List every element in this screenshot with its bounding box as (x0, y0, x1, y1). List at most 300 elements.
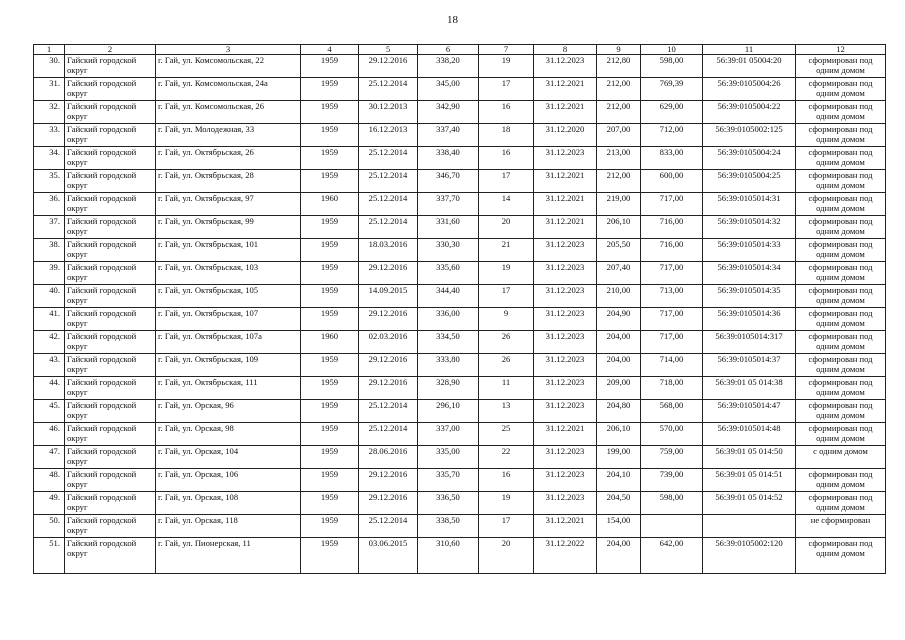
cell-deadline: 31.12.2021 (534, 423, 597, 446)
cell-deadline: 31.12.2023 (534, 400, 597, 423)
cell-land-status: сформирован под одним домом (796, 124, 886, 147)
cell-land-area: 568,00 (641, 400, 703, 423)
column-header-municipality: 2 (65, 45, 156, 55)
cell-land-area: 642,00 (641, 538, 703, 574)
cell-row-number: 46. (34, 423, 65, 446)
cell-cadastral-number: 56:39:0105014:31 (703, 193, 796, 216)
cell-address: г. Гай, ул. Октябрьская, 107 (156, 308, 301, 331)
cell-land-area: 717,00 (641, 262, 703, 285)
cell-residents: 17 (479, 515, 534, 538)
cell-deadline: 31.12.2023 (534, 492, 597, 515)
page-number: 18 (447, 14, 458, 26)
table-row (34, 193, 886, 216)
cell-residents: 13 (479, 400, 534, 423)
cell-cadastral-number: 56:39:0105004:24 (703, 147, 796, 170)
cell-land-area: 600,00 (641, 170, 703, 193)
table-row (34, 515, 886, 538)
cell-address: г. Гай, ул. Комсомольская, 22 (156, 55, 301, 78)
cell-deadline: 31.12.2023 (534, 55, 597, 78)
cell-value: 212,80 (597, 55, 641, 78)
cell-land-status: сформирован под одним домом (796, 78, 886, 101)
cell-value: 210,00 (597, 285, 641, 308)
cell-residents: 22 (479, 446, 534, 469)
table-row (34, 469, 886, 492)
cell-row-number: 41. (34, 308, 65, 331)
cell-land-status: сформирован под одним домом (796, 308, 886, 331)
cell-build-year: 1959 (301, 170, 359, 193)
cell-date: 29.12.2016 (359, 55, 418, 78)
cell-value: 204,50 (597, 492, 641, 515)
cell-build-year: 1959 (301, 354, 359, 377)
cell-land-status: сформирован под одним домом (796, 193, 886, 216)
cell-address: г. Гай, ул. Октябрьская, 111 (156, 377, 301, 400)
cell-area: 334,50 (418, 331, 479, 354)
cell-row-number: 34. (34, 147, 65, 170)
cell-row-number: 50. (34, 515, 65, 538)
table-row (34, 331, 886, 354)
cell-cadastral-number (703, 515, 796, 538)
cell-row-number: 38. (34, 239, 65, 262)
cell-land-status: сформирован под одним домом (796, 170, 886, 193)
cell-municipality: Гайский городской округ (65, 239, 156, 262)
cell-value: 212,00 (597, 170, 641, 193)
column-header-build-year: 4 (301, 45, 359, 55)
cell-land-area: 570,00 (641, 423, 703, 446)
cell-cadastral-number: 56:39:0105004:25 (703, 170, 796, 193)
cell-address: г. Гай, ул. Октябрьская, 99 (156, 216, 301, 239)
cell-deadline: 31.12.2023 (534, 354, 597, 377)
table-row (34, 78, 886, 101)
cell-row-number: 48. (34, 469, 65, 492)
table-row (34, 101, 886, 124)
column-header-cadastral-number: 11 (703, 45, 796, 55)
cell-municipality: Гайский городской округ (65, 331, 156, 354)
cell-land-status: сформирован под одним домом (796, 538, 886, 574)
cell-municipality: Гайский городской округ (65, 216, 156, 239)
cell-address: г. Гай, ул. Октябрьская, 26 (156, 147, 301, 170)
cell-deadline: 31.12.2021 (534, 101, 597, 124)
cell-row-number: 43. (34, 354, 65, 377)
cell-address: г. Гай, ул. Орская, 108 (156, 492, 301, 515)
cell-area: 328,90 (418, 377, 479, 400)
table-row (34, 492, 886, 515)
table-row (34, 423, 886, 446)
cell-row-number: 44. (34, 377, 65, 400)
cell-date: 25.12.2014 (359, 78, 418, 101)
cell-land-area: 714,00 (641, 354, 703, 377)
cell-land-area: 598,00 (641, 55, 703, 78)
cell-land-area: 833,00 (641, 147, 703, 170)
cell-row-number: 40. (34, 285, 65, 308)
cell-value: 154,00 (597, 515, 641, 538)
cell-date: 25.12.2014 (359, 515, 418, 538)
cell-land-status: сформирован под одним домом (796, 400, 886, 423)
cell-row-number: 51. (34, 538, 65, 574)
cell-municipality: Гайский городской округ (65, 492, 156, 515)
cell-value: 204,00 (597, 331, 641, 354)
cell-land-status: сформирован под одним домом (796, 469, 886, 492)
cell-residents: 11 (479, 377, 534, 400)
cell-date: 29.12.2016 (359, 377, 418, 400)
cell-deadline: 31.12.2023 (534, 377, 597, 400)
table-row (34, 216, 886, 239)
cell-residents: 19 (479, 492, 534, 515)
cell-address: г. Гай, ул. Пионерская, 11 (156, 538, 301, 574)
cell-address: г. Гай, ул. Октябрьская, 28 (156, 170, 301, 193)
cell-land-status: сформирован под одним домом (796, 354, 886, 377)
cell-land-area: 713,00 (641, 285, 703, 308)
cell-municipality: Гайский городской округ (65, 354, 156, 377)
cell-build-year: 1959 (301, 124, 359, 147)
cell-date: 25.12.2014 (359, 216, 418, 239)
cell-land-status: не сформирован (796, 515, 886, 538)
cell-residents: 16 (479, 147, 534, 170)
cell-area: 345,00 (418, 78, 479, 101)
cell-date: 29.12.2016 (359, 354, 418, 377)
cell-date: 29.12.2016 (359, 492, 418, 515)
cell-date: 25.12.2014 (359, 400, 418, 423)
cell-date: 02.03.2016 (359, 331, 418, 354)
cell-residents: 17 (479, 285, 534, 308)
cell-land-area: 718,00 (641, 377, 703, 400)
cell-area: 331,60 (418, 216, 479, 239)
cell-address: г. Гай, ул. Октябрьская, 101 (156, 239, 301, 262)
column-header-row-number: 1 (34, 45, 65, 55)
cell-value: 207,40 (597, 262, 641, 285)
column-header-deadline: 8 (534, 45, 597, 55)
cell-municipality: Гайский городской округ (65, 469, 156, 492)
cell-land-status: сформирован под одним домом (796, 55, 886, 78)
cell-deadline: 31.12.2023 (534, 331, 597, 354)
table-row (34, 354, 886, 377)
cell-land-area: 712,00 (641, 124, 703, 147)
cell-area: 337,40 (418, 124, 479, 147)
cell-value: 219,00 (597, 193, 641, 216)
cell-row-number: 36. (34, 193, 65, 216)
cell-date: 25.12.2014 (359, 193, 418, 216)
cell-residents: 20 (479, 538, 534, 574)
header-row (34, 45, 886, 55)
cell-land-area: 717,00 (641, 193, 703, 216)
cell-area: 338,40 (418, 147, 479, 170)
cell-residents: 20 (479, 216, 534, 239)
cell-land-area (641, 515, 703, 538)
cell-area: 296,10 (418, 400, 479, 423)
cell-deadline: 31.12.2023 (534, 239, 597, 262)
cell-residents: 14 (479, 193, 534, 216)
cell-residents: 18 (479, 124, 534, 147)
cell-residents: 26 (479, 354, 534, 377)
cell-build-year: 1959 (301, 101, 359, 124)
table-row (34, 55, 886, 78)
cell-build-year: 1959 (301, 469, 359, 492)
cell-cadastral-number: 56:39:0105004:22 (703, 101, 796, 124)
cell-row-number: 37. (34, 216, 65, 239)
cell-date: 14.09.2015 (359, 285, 418, 308)
cell-build-year: 1959 (301, 377, 359, 400)
cell-cadastral-number: 56:39:0105014:36 (703, 308, 796, 331)
cell-value: 213,00 (597, 147, 641, 170)
cell-address: г. Гай, ул. Орская, 106 (156, 469, 301, 492)
cell-value: 207,00 (597, 124, 641, 147)
table-row (34, 538, 886, 574)
table-row (34, 377, 886, 400)
cell-land-area: 769,39 (641, 78, 703, 101)
cell-cadastral-number: 56:39:0105014:33 (703, 239, 796, 262)
cell-municipality: Гайский городской округ (65, 55, 156, 78)
cell-area: 335,70 (418, 469, 479, 492)
cell-municipality: Гайский городской округ (65, 446, 156, 469)
cell-date: 25.12.2014 (359, 170, 418, 193)
cell-address: г. Гай, ул. Октябрьская, 109 (156, 354, 301, 377)
column-header-land-area: 10 (641, 45, 703, 55)
cell-build-year: 1959 (301, 400, 359, 423)
cell-cadastral-number: 56:39:01 05004:20 (703, 55, 796, 78)
table-row (34, 124, 886, 147)
column-header-land-status: 12 (796, 45, 886, 55)
cell-address: г. Гай, ул. Октябрьская, 97 (156, 193, 301, 216)
cell-date: 16.12.2013 (359, 124, 418, 147)
cell-area: 310,60 (418, 538, 479, 574)
cell-row-number: 35. (34, 170, 65, 193)
cell-municipality: Гайский городской округ (65, 101, 156, 124)
cell-address: г. Гай, ул. Орская, 118 (156, 515, 301, 538)
cell-area: 337,00 (418, 423, 479, 446)
cell-build-year: 1959 (301, 515, 359, 538)
cell-municipality: Гайский городской округ (65, 147, 156, 170)
cell-residents: 9 (479, 308, 534, 331)
cell-row-number: 32. (34, 101, 65, 124)
cell-row-number: 42. (34, 331, 65, 354)
cell-residents: 26 (479, 331, 534, 354)
cell-residents: 25 (479, 423, 534, 446)
table-row (34, 147, 886, 170)
cell-build-year: 1959 (301, 285, 359, 308)
cell-land-area: 717,00 (641, 331, 703, 354)
column-header-value: 9 (597, 45, 641, 55)
cell-address: г. Гай, ул. Молодежная, 33 (156, 124, 301, 147)
cell-value: 212,00 (597, 101, 641, 124)
cell-area: 346,70 (418, 170, 479, 193)
cell-build-year: 1959 (301, 55, 359, 78)
cell-municipality: Гайский городской округ (65, 285, 156, 308)
cell-land-status: сформирован под одним домом (796, 147, 886, 170)
cell-build-year: 1959 (301, 308, 359, 331)
cell-value: 205,50 (597, 239, 641, 262)
column-header-address: 3 (156, 45, 301, 55)
cell-land-status: сформирован под одним домом (796, 377, 886, 400)
cell-address: г. Гай, ул. Орская, 104 (156, 446, 301, 469)
cell-cadastral-number: 56:39:0105004:26 (703, 78, 796, 101)
cell-address: г. Гай, ул. Комсомольская, 26 (156, 101, 301, 124)
cell-deadline: 31.12.2021 (534, 78, 597, 101)
cell-deadline: 31.12.2021 (534, 515, 597, 538)
cell-land-status: с одним домом (796, 446, 886, 469)
cell-value: 204,00 (597, 354, 641, 377)
cell-land-area: 716,00 (641, 216, 703, 239)
cell-date: 18.03.2016 (359, 239, 418, 262)
cell-build-year: 1959 (301, 538, 359, 574)
cell-date: 29.12.2016 (359, 262, 418, 285)
cell-cadastral-number: 56:39:01 05 014:38 (703, 377, 796, 400)
cell-cadastral-number: 56:39:0105014:47 (703, 400, 796, 423)
cell-land-status: сформирован под одним домом (796, 101, 886, 124)
cell-residents: 17 (479, 78, 534, 101)
cell-cadastral-number: 56:39:0105002:125 (703, 124, 796, 147)
cell-residents: 19 (479, 262, 534, 285)
cell-residents: 17 (479, 170, 534, 193)
cell-value: 199,00 (597, 446, 641, 469)
cell-build-year: 1959 (301, 216, 359, 239)
cell-value: 204,80 (597, 400, 641, 423)
cell-value: 204,90 (597, 308, 641, 331)
cell-land-status: сформирован под одним домом (796, 262, 886, 285)
cell-build-year: 1960 (301, 331, 359, 354)
cell-address: г. Гай, ул. Октябрьская, 105 (156, 285, 301, 308)
cell-value: 206,10 (597, 216, 641, 239)
cell-build-year: 1959 (301, 446, 359, 469)
cell-date: 29.12.2016 (359, 308, 418, 331)
cell-row-number: 39. (34, 262, 65, 285)
table-row (34, 400, 886, 423)
cell-build-year: 1959 (301, 492, 359, 515)
cell-deadline: 31.12.2023 (534, 308, 597, 331)
cell-deadline: 31.12.2023 (534, 285, 597, 308)
cell-area: 336,00 (418, 308, 479, 331)
table-row (34, 239, 886, 262)
cell-value: 209,00 (597, 377, 641, 400)
cell-cadastral-number: 56:39:01 05 014:50 (703, 446, 796, 469)
cell-cadastral-number: 56:39:0105014:32 (703, 216, 796, 239)
cell-address: г. Гай, ул. Орская, 98 (156, 423, 301, 446)
cell-address: г. Гай, ул. Орская, 96 (156, 400, 301, 423)
cell-address: г. Гай, ул. Комсомольская, 24а (156, 78, 301, 101)
cell-cadastral-number: 56:39:01 05 014:52 (703, 492, 796, 515)
cell-build-year: 1959 (301, 147, 359, 170)
cell-area: 337,70 (418, 193, 479, 216)
cell-municipality: Гайский городской округ (65, 308, 156, 331)
cell-row-number: 30. (34, 55, 65, 78)
cell-municipality: Гайский городской округ (65, 124, 156, 147)
cell-deadline: 31.12.2023 (534, 469, 597, 492)
table-header (34, 45, 886, 55)
column-header-date: 5 (359, 45, 418, 55)
cell-municipality: Гайский городской округ (65, 538, 156, 574)
cell-build-year: 1959 (301, 239, 359, 262)
cell-row-number: 33. (34, 124, 65, 147)
cell-municipality: Гайский городской округ (65, 193, 156, 216)
cell-area: 344,40 (418, 285, 479, 308)
cell-land-status: сформирован под одним домом (796, 285, 886, 308)
cell-cadastral-number: 56:39:01 05 014:51 (703, 469, 796, 492)
cell-area: 342,90 (418, 101, 479, 124)
cell-address: г. Гай, ул. Октябрьская, 103 (156, 262, 301, 285)
cell-residents: 16 (479, 101, 534, 124)
cell-deadline: 31.12.2020 (534, 124, 597, 147)
cell-area: 330,30 (418, 239, 479, 262)
cell-residents: 21 (479, 239, 534, 262)
cell-municipality: Гайский городской округ (65, 515, 156, 538)
cell-land-area: 759,00 (641, 446, 703, 469)
cell-land-status: сформирован под одним домом (796, 216, 886, 239)
cell-deadline: 31.12.2021 (534, 216, 597, 239)
cell-date: 03.06.2015 (359, 538, 418, 574)
cell-municipality: Гайский городской округ (65, 377, 156, 400)
cell-deadline: 31.12.2021 (534, 193, 597, 216)
cell-cadastral-number: 56:39:0105014:35 (703, 285, 796, 308)
cell-deadline: 31.12.2023 (534, 147, 597, 170)
cell-land-area: 717,00 (641, 308, 703, 331)
cell-date: 25.12.2014 (359, 423, 418, 446)
cell-date: 30.12.2013 (359, 101, 418, 124)
cell-value: 204,00 (597, 538, 641, 574)
cell-row-number: 31. (34, 78, 65, 101)
cell-address: г. Гай, ул. Октябрьская, 107а (156, 331, 301, 354)
cell-municipality: Гайский городской округ (65, 400, 156, 423)
cell-date: 28.06.2016 (359, 446, 418, 469)
cell-land-status: сформирован под одним домом (796, 331, 886, 354)
cell-date: 29.12.2016 (359, 469, 418, 492)
cell-build-year: 1959 (301, 262, 359, 285)
cell-cadastral-number: 56:39:0105014:317 (703, 331, 796, 354)
cell-area: 336,50 (418, 492, 479, 515)
cell-municipality: Гайский городской округ (65, 262, 156, 285)
cell-land-status: сформирован под одним домом (796, 492, 886, 515)
cell-value: 206,10 (597, 423, 641, 446)
cell-cadastral-number: 56:39:0105014:37 (703, 354, 796, 377)
cell-municipality: Гайский городской округ (65, 423, 156, 446)
cell-municipality: Гайский городской округ (65, 170, 156, 193)
cell-area: 335,60 (418, 262, 479, 285)
cell-area: 338,20 (418, 55, 479, 78)
cell-land-area: 739,00 (641, 469, 703, 492)
cell-land-status: сформирован под одним домом (796, 423, 886, 446)
cell-area: 333,80 (418, 354, 479, 377)
cell-deadline: 31.12.2022 (534, 538, 597, 574)
cell-cadastral-number: 56:39:0105014:34 (703, 262, 796, 285)
cell-date: 25.12.2014 (359, 147, 418, 170)
cell-build-year: 1959 (301, 423, 359, 446)
cell-land-status: сформирован под одним домом (796, 239, 886, 262)
table-row (34, 262, 886, 285)
cell-row-number: 47. (34, 446, 65, 469)
cell-deadline: 31.12.2023 (534, 262, 597, 285)
cell-row-number: 45. (34, 400, 65, 423)
cell-row-number: 49. (34, 492, 65, 515)
cell-deadline: 31.12.2023 (534, 446, 597, 469)
cell-value: 212,00 (597, 78, 641, 101)
cell-municipality: Гайский городской округ (65, 78, 156, 101)
cell-cadastral-number: 56:39:0105002:120 (703, 538, 796, 574)
cell-area: 338,50 (418, 515, 479, 538)
cell-residents: 19 (479, 55, 534, 78)
column-header-area: 6 (418, 45, 479, 55)
cell-build-year: 1959 (301, 78, 359, 101)
cell-land-area: 629,00 (641, 101, 703, 124)
cell-cadastral-number: 56:39:0105014:48 (703, 423, 796, 446)
cell-deadline: 31.12.2021 (534, 170, 597, 193)
cell-residents: 16 (479, 469, 534, 492)
column-header-residents: 7 (479, 45, 534, 55)
table-row (34, 170, 886, 193)
table-row (34, 446, 886, 469)
cell-area: 335,00 (418, 446, 479, 469)
housing-registry-table (33, 44, 886, 574)
table-row (34, 285, 886, 308)
cell-land-area: 716,00 (641, 239, 703, 262)
cell-value: 204,10 (597, 469, 641, 492)
cell-build-year: 1960 (301, 193, 359, 216)
